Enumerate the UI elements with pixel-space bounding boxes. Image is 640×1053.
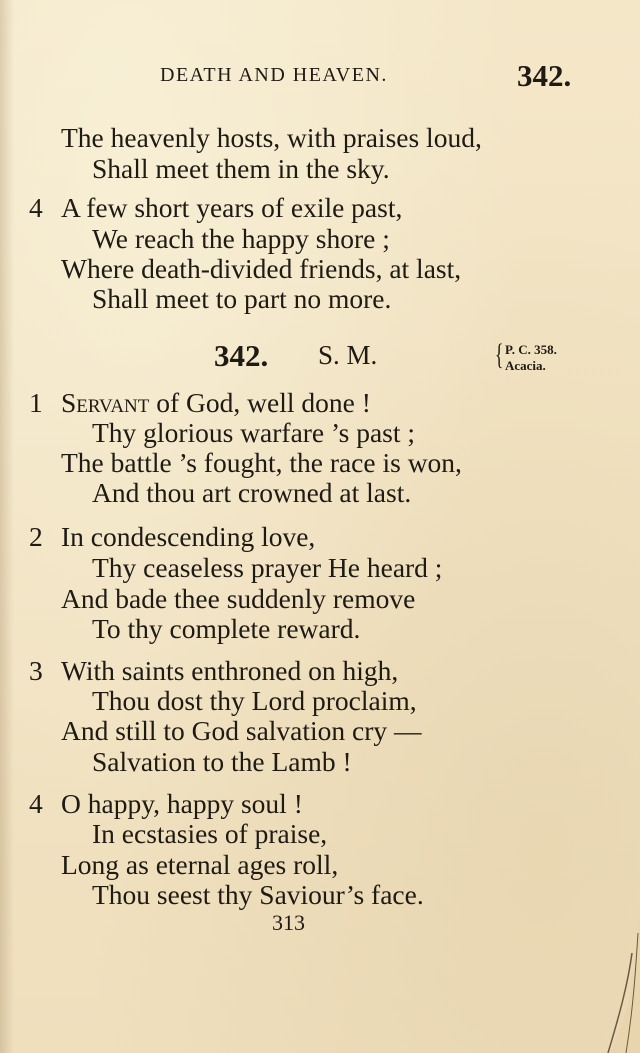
tune-reference-page: P. C. 358. — [505, 342, 557, 357]
stanza-number: 4 — [29, 788, 43, 819]
verse-line: Thy glorious warfare ’s past ; — [92, 417, 416, 448]
verse-line: Shall meet to part no more. — [92, 283, 392, 314]
verse-line: And still to God salvation cry — — [61, 715, 422, 746]
tune-reference-name: Acacia. — [505, 358, 546, 373]
hymn-meter: S. M. — [318, 340, 378, 370]
running-head-hymn-number: 342. — [517, 58, 572, 93]
verse-line: In ecstasies of praise, — [92, 818, 328, 849]
first-word: Servant — [61, 387, 150, 418]
page-edge-shadow — [0, 0, 14, 1053]
first-line-rest: of God, well done ! — [149, 387, 371, 418]
verse-line: And bade thee suddenly remove — [61, 583, 416, 614]
verse-line: A few short years of exile past, — [61, 192, 403, 223]
verse-line: Shall meet them in the sky. — [92, 153, 390, 184]
verse-line: In condescending love, — [61, 521, 316, 552]
verse-line: To thy complete reward. — [92, 613, 361, 644]
running-head-title: DEATH AND HEAVEN. — [160, 64, 388, 86]
hymn-heading — [0, 338, 640, 382]
tune-reference — [505, 342, 557, 374]
verse-line: Salvation to the Lamb ! — [92, 746, 352, 777]
stanza-number: 1 — [29, 387, 43, 418]
page-number: 313 — [272, 910, 305, 935]
verse-line — [61, 388, 371, 418]
verse-line: And thou art crowned at last. — [92, 477, 412, 508]
verse-line: With saints enthroned on high, — [61, 655, 399, 686]
verse-line: The battle ’s fought, the race is won, — [61, 447, 462, 478]
verse-line: Where death-divided friends, at last, — [61, 253, 462, 284]
verse-line: We reach the happy shore ; — [92, 223, 390, 254]
brace-icon: { — [494, 338, 504, 371]
running-head — [0, 58, 640, 98]
stanza-number: 2 — [29, 521, 43, 552]
verse-line: The heavenly hosts, with praises loud, — [61, 122, 482, 153]
verse-line: Thou dost thy Lord proclaim, — [92, 685, 417, 716]
verse-line: O happy, happy soul ! — [61, 788, 303, 819]
verse-line: Thy ceaseless prayer He heard ; — [92, 552, 443, 583]
verse-line: Thou seest thy Saviour’s face. — [92, 879, 424, 910]
torn-corner-icon — [570, 913, 640, 1053]
stanza-number: 3 — [29, 655, 43, 686]
hymn-number: 342. — [214, 338, 269, 373]
verse-line: Long as eternal ages roll, — [61, 849, 339, 880]
stanza-number: 4 — [29, 192, 43, 223]
